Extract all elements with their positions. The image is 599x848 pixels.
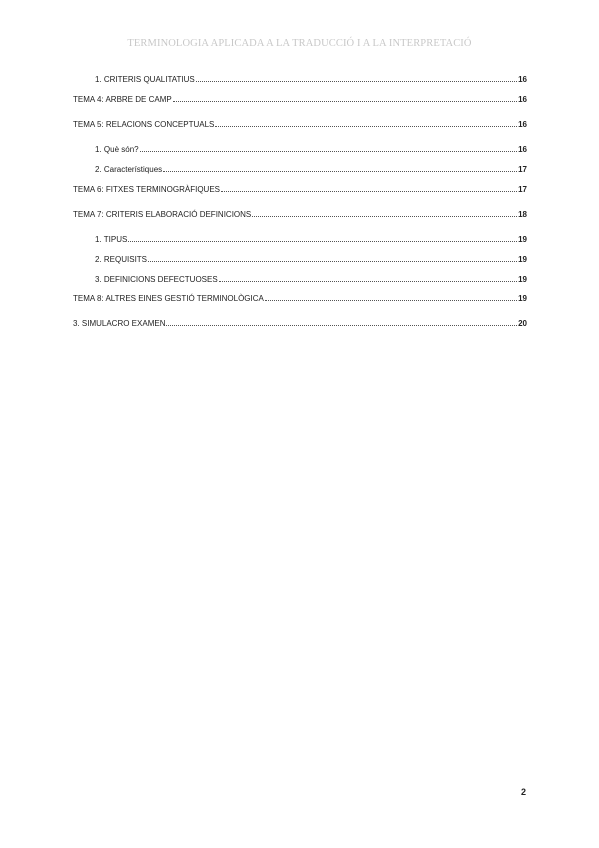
toc-entry-label: 1. TIPUS	[95, 235, 128, 244]
toc-entry-page: 19	[518, 294, 527, 303]
toc-leader-dots	[215, 119, 517, 127]
toc-entry-label: TEMA 4: ARBRE DE CAMP	[73, 95, 172, 104]
toc-entry[interactable]	[73, 94, 527, 105]
toc-leader-dots	[163, 164, 517, 172]
toc-entry-label: TEMA 6: FITXES TERMINOGRÀFIQUES	[73, 185, 220, 194]
toc-entry-page: 16	[518, 120, 527, 129]
toc-entry-page: 17	[518, 165, 527, 174]
toc-entry[interactable]	[95, 144, 527, 155]
toc-entry[interactable]	[95, 164, 527, 175]
running-header: TERMINOLOGIA APLICADA A LA TRADUCCIÓ I A LA INTERPRETACIÓ	[127, 38, 472, 49]
toc-entry-label: 2. Característiques	[95, 165, 163, 174]
toc-entry-label: TEMA 8: ALTRES EINES GESTIÓ TERMINOLÒGICA	[73, 294, 264, 303]
toc-entry-page: 19	[518, 235, 527, 244]
toc-entry-label: TEMA 5: RELACIONS CONCEPTUALS	[73, 120, 215, 129]
toc-entry-label: 3. DEFINICIONS DEFECTUOSES	[95, 275, 218, 284]
toc-entry[interactable]	[95, 254, 527, 265]
toc-leader-dots	[265, 293, 517, 301]
toc-entry-label: 2. REQUISITS	[95, 255, 148, 264]
toc-leader-dots	[148, 254, 517, 262]
toc-entry-page: 17	[518, 185, 527, 194]
toc-leader-dots	[173, 94, 517, 102]
toc-entry-label: TEMA 7: CRITERIS ELABORACIÓ DEFINICIONS	[73, 210, 252, 219]
toc-entry-page: 19	[518, 275, 527, 284]
toc-entry-label: 3. SIMULACRO EXAMEN	[73, 319, 166, 328]
toc-leader-dots	[196, 74, 517, 82]
toc-leader-dots	[252, 209, 517, 217]
toc-entry[interactable]	[73, 184, 527, 195]
toc-entry[interactable]	[73, 119, 527, 130]
toc-entry[interactable]	[73, 209, 527, 220]
page-number: 2	[521, 787, 527, 797]
toc-entry-page: 16	[518, 145, 527, 154]
toc-entry-label: 1. Què són?	[95, 145, 139, 154]
toc-leader-dots	[166, 318, 517, 326]
toc-entry-page: 18	[518, 210, 527, 219]
toc-entry[interactable]	[95, 74, 527, 85]
toc-leader-dots	[128, 234, 517, 242]
toc-entry-page: 16	[518, 95, 527, 104]
toc-leader-dots	[221, 184, 517, 192]
toc-entry[interactable]	[95, 234, 527, 245]
toc-entry-label: 1. CRITERIS QUALITATIUS	[95, 75, 195, 84]
toc-entry[interactable]	[73, 318, 527, 329]
toc-entry[interactable]	[95, 274, 527, 285]
toc-entry-page: 19	[518, 255, 527, 264]
toc-entry[interactable]	[73, 293, 527, 304]
toc-entry-page: 20	[518, 319, 527, 328]
toc-leader-dots	[219, 274, 517, 282]
toc-entry-page: 16	[518, 75, 527, 84]
toc-leader-dots	[140, 144, 518, 152]
